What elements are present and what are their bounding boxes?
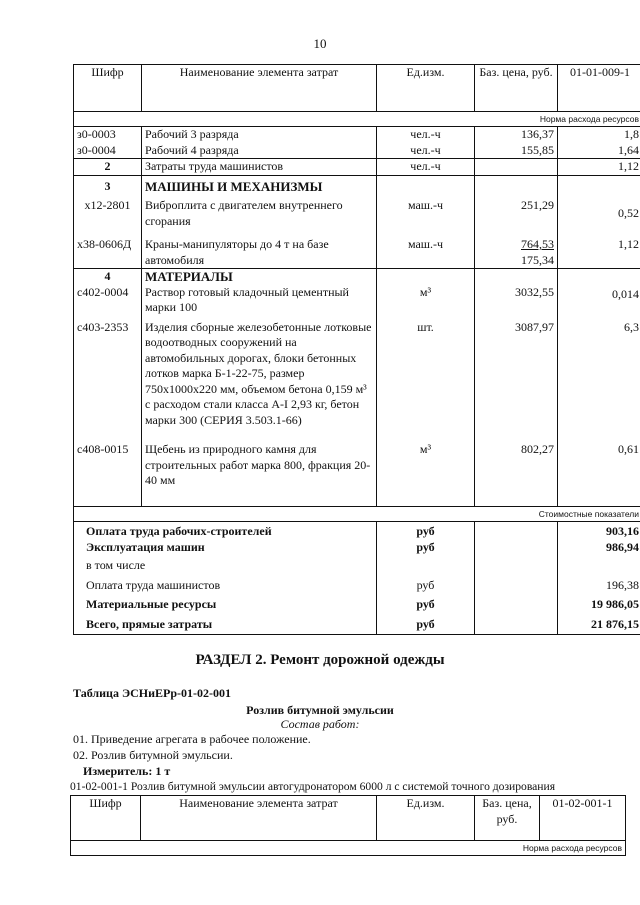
cost-label: Стоимостные показатели — [538, 509, 639, 519]
col-name-header: Наименование элемента затрат — [141, 796, 377, 841]
section-row: 3 МАШИНЫ И МЕХАНИЗМЫ — [74, 175, 640, 194]
cost-row: Материальные ресурсы руб 19 986,05 — [74, 593, 640, 613]
table-row: с408-0015 Щебень из природного камня для строительных работ марка 800, фракция 20-40 мм м³ 802,27 0,61 — [74, 428, 640, 489]
resource-table — [73, 64, 640, 635]
section-row: 4 МАТЕРИАЛЫ — [74, 269, 640, 285]
norm-label: Норма расхода ресурсов — [522, 843, 622, 853]
col-code-header: Шифр — [71, 796, 141, 841]
work-item: 02. Розлив битумной эмульсии. — [73, 748, 233, 762]
cost-row: в том числе — [74, 555, 640, 574]
table-row: х12-2801 Виброплита с двигателем внутреннего сгорания маш.-ч 251,29 0,52 — [74, 194, 640, 229]
work-item: 01. Приведение агрегата в рабочее положение. — [73, 732, 311, 746]
resource-table-2 — [70, 795, 626, 856]
col-norm-header: 01-02-001-1 — [540, 796, 626, 841]
page-number: 10 — [313, 36, 327, 51]
col-norm-header: 01-01-009-1 — [558, 65, 640, 112]
cost-row: Всего, прямые затраты руб 21 876,15 — [74, 613, 640, 635]
table-row: с402-0004 Раствор готовый кладочный цементный марки 100 м³ 3032,55 0,014 — [74, 285, 640, 316]
table-subject: Розлив битумной эмульсии — [246, 703, 394, 717]
table-id: Таблица ЭСНиЕРр-01-02-001 — [73, 686, 232, 700]
work-composition-label: Состав работ: — [280, 717, 360, 731]
norm-line: 01-02-001-1 Розлив битумной эмульсии автогудронатором 6000 л с системой точного дозирования — [70, 780, 556, 793]
table-row: з0-0004 Рабочий 4 разряда чел.-ч 155,85 1,64 — [74, 143, 640, 159]
cost-row: Оплата труда рабочих-строителей руб 903,16 — [74, 522, 640, 540]
table-row: з0-0003 Рабочий 3 разряда чел.-ч 136,37 1,8 — [74, 127, 640, 143]
cost-row: Эксплуатация машин руб 986,94 — [74, 540, 640, 556]
table-row: х38-0606Д Краны-манипуляторы до 4 т на базе автомобиля маш.-ч 764,53 175,34 1,12 — [74, 229, 640, 269]
table-row: с403-2353 Изделия сборные железобетонные лотковые водоотводных сооружений на автомобильных дорогах, блоки бетонных лотков марка Б-1-22-75, размер 750х1000х220 мм, объемом бетона 0,159 м³ с расходом стали класса А-I 2,93 кг, бетон марки 300 (СЕРИЯ 3.503.1-66) шт. 3087,97 6,3 — [74, 316, 640, 429]
col-code-header: Шифр — [74, 65, 142, 112]
col-unit-header: Ед.изм. — [377, 796, 475, 841]
norm-label: Норма расхода ресурсов — [539, 114, 639, 124]
cost-row: Оплата труда машинистов руб 196,38 — [74, 574, 640, 594]
col-unit-header: Ед.изм. — [377, 65, 475, 112]
col-price-header: Баз. цена, руб. — [475, 796, 540, 841]
meter-label: Измеритель: 1 т — [83, 764, 171, 778]
col-price-header: Баз. цена, руб. — [475, 65, 558, 112]
section-title: РАЗДЕЛ 2. Ремонт дорожной одежды — [195, 652, 445, 668]
table-row: 2 Затраты труда машинистов чел.-ч 1,12 — [74, 159, 640, 176]
col-name-header: Наименование элемента затрат — [142, 65, 377, 112]
